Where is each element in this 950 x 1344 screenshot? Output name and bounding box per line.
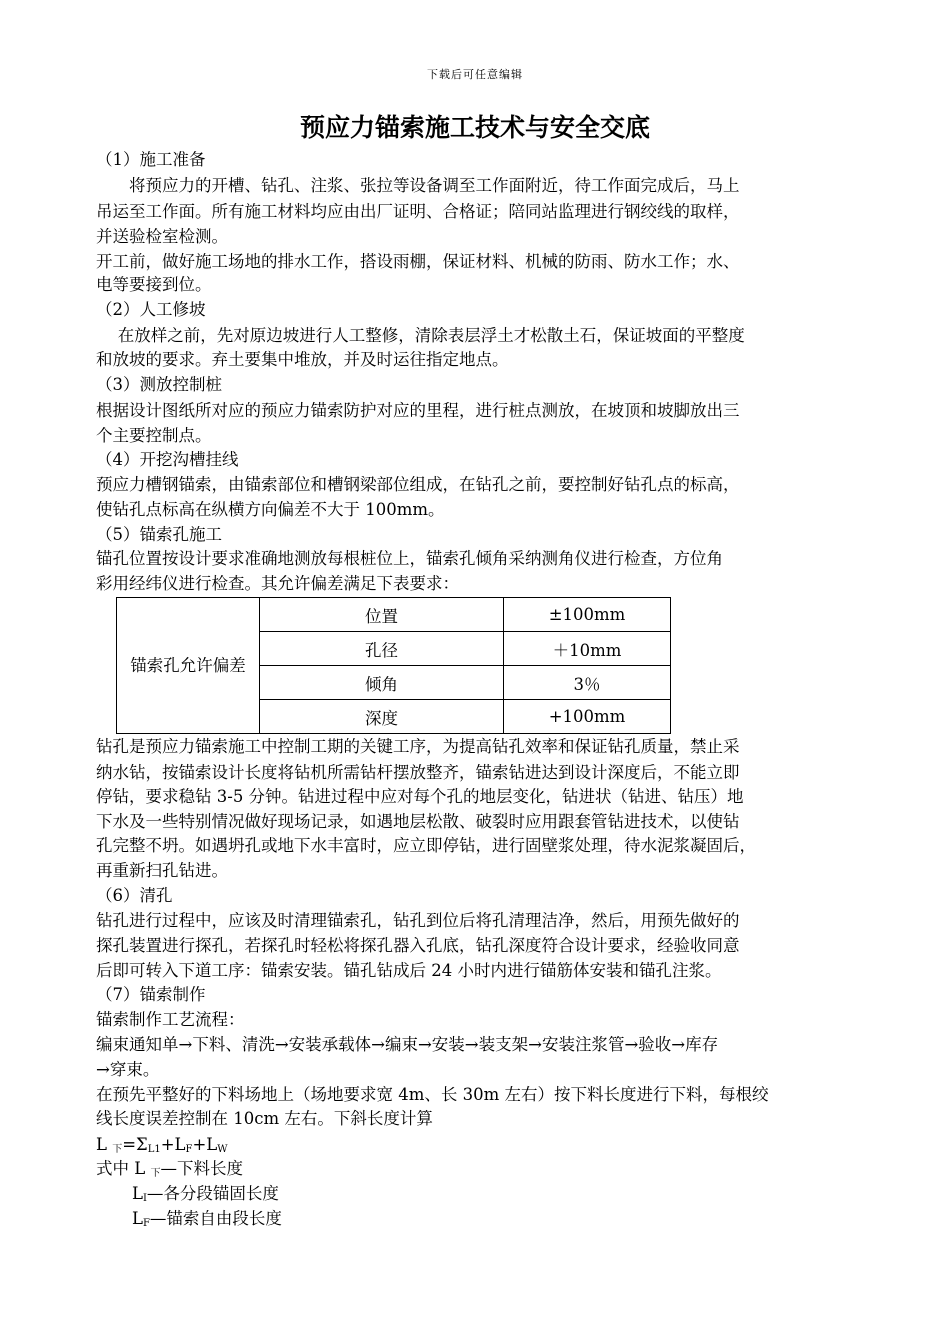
paragraph-line: 下水及一些特别情况做好现场记录，如遇地层松散、破裂时应用跟套管钻进技术，以使钻 (96, 812, 740, 831)
document-title: 预应力锚索施工技术与安全交底 (299, 113, 650, 142)
section-heading: （1）施工准备 (96, 150, 206, 169)
paragraph-line: 编束通知单→下料、清洗→安装承载体→编束→安装→装支架→安装注浆管→验收→库存 (96, 1035, 719, 1054)
paragraph-line: 探孔装置进行探孔，若探孔时轻松将探孔器入孔底，钻孔深度符合设计要求，经验收同意 (96, 936, 740, 955)
table-cell-item: 孔径 (260, 632, 504, 666)
section-heading: （4）开挖沟槽挂线 (96, 450, 239, 469)
section-heading: （7）锚索制作 (96, 985, 206, 1004)
section-heading: （6）清孔 (96, 886, 173, 905)
formula-where-line: 式中 L $_下$—下料长度 (96, 1159, 243, 1179)
paragraph-line: 使钻孔点标高在纵横方向偏差不大于 100mm。 (96, 500, 445, 519)
paragraph-line: 钻孔是预应力锚索施工中控制工期的关键工序，为提高钻孔效率和保证钻孔质量，禁止采 (96, 737, 740, 756)
definition-line: $L_I—$各分段锚固长度 (132, 1184, 279, 1204)
deviation-table (116, 597, 671, 734)
paragraph-line: 电等要接到位。 (96, 275, 212, 294)
paragraph-line: 彩用经纬仪进行检查。其允许偏差满足下表要求： (96, 574, 459, 593)
section-heading: （5）锚索孔施工 (96, 525, 222, 544)
table-row (117, 598, 671, 632)
paragraph-line: 开工前，做好施工场地的排水工作，搭设雨棚，保证材料、机械的防雨、防水工作；水、 (96, 252, 740, 271)
table-cell-item: 深度 (260, 700, 504, 734)
paragraph-line: 吊运至工作面。所有施工材料均应由出厂证明、合格证；陪同站监理进行钢绞线的取样， (96, 202, 740, 221)
paragraph-line: 在放样之前，先对原边坡进行人工整修，清除表层浮土才松散土石，保证坡面的平整度 (96, 326, 745, 345)
section-heading: （2）人工修坡 (96, 300, 206, 319)
table-cell-value: +100mm (504, 700, 671, 734)
paragraph-line: 锚孔位置按设计要求准确地测放每根桩位上，锚索孔倾角采纳测角仪进行检查，方位角 (96, 549, 723, 568)
paragraph-line: 预应力槽钢锚索，由锚索部位和槽钢梁部位组成，在钻孔之前，要控制好钻孔点的标高， (96, 475, 740, 494)
table-cell-value: ＋10mm (504, 632, 671, 666)
paragraph-line: 和放坡的要求。弃土要集中堆放，并及时运往指定地点。 (96, 350, 509, 369)
paragraph-line: 后即可转入下道工序：锚索安装。锚孔钻成后 24 小时内进行锚筋体安装和锚孔注浆。 (96, 961, 722, 980)
table-label-cell: 锚索孔允许偏差 (117, 598, 260, 734)
paragraph-line: 线长度误差控制在 10cm 左右。下斜长度计算 (96, 1109, 433, 1128)
paragraph-line: 停钻，要求稳钻 3-5 分钟。钻进过程中应对每个孔的地层变化，钻进状（钻进、钻压）地 (96, 787, 744, 806)
paragraph-line: 将预应力的开槽、钻孔、注浆、张拉等设备调至工作面附近，待工作面完成后，马上 (96, 176, 740, 195)
paragraph-line: 钻孔进行过程中，应该及时清理锚索孔，钻孔到位后将孔清理洁净，然后，用预先做好的 (96, 911, 740, 930)
table-cell-value: ±100mm (504, 598, 671, 632)
paragraph-line: 纳水钻，按锚索设计长度将钻机所需钻杆摆放整齐，锚索钻进达到设计深度后，不能立即 (96, 763, 740, 782)
paragraph-line: 孔完整不坍。如遇坍孔或地下水丰富时，应立即停钻，进行固壁浆处理，待水泥浆凝固后， (96, 836, 756, 855)
definition-line: $L_F—$锚索自由段长度 (132, 1209, 282, 1229)
table-cell-item: 倾角 (260, 666, 504, 700)
paragraph-line: 根据设计图纸所对应的预应力锚索防护对应的里程，进行桩点测放，在坡顶和坡脚放出三 (96, 401, 740, 420)
table-cell-value: 3％ (504, 666, 671, 700)
paragraph-line: 个主要控制点。 (96, 426, 212, 445)
table-cell-item: 位置 (260, 598, 504, 632)
formula-line: L $_下=\Sigma_{L1}+L_F+L_W$ (96, 1135, 228, 1155)
paragraph-line: 在预先平整好的下料场地上（场地要求宽 4m、长 30m 左右）按下料长度进行下料，每根绞 (96, 1085, 769, 1104)
section-heading: （3）测放控制桩 (96, 375, 222, 394)
page-header: 下载后可任意编辑 (427, 68, 523, 81)
paragraph-line: 并送验检室检测。 (96, 227, 228, 246)
paragraph-line: →穿束。 (96, 1060, 160, 1079)
paragraph-line: 锚索制作工艺流程： (96, 1010, 245, 1029)
paragraph-line: 再重新扫孔钻进。 (96, 861, 228, 880)
